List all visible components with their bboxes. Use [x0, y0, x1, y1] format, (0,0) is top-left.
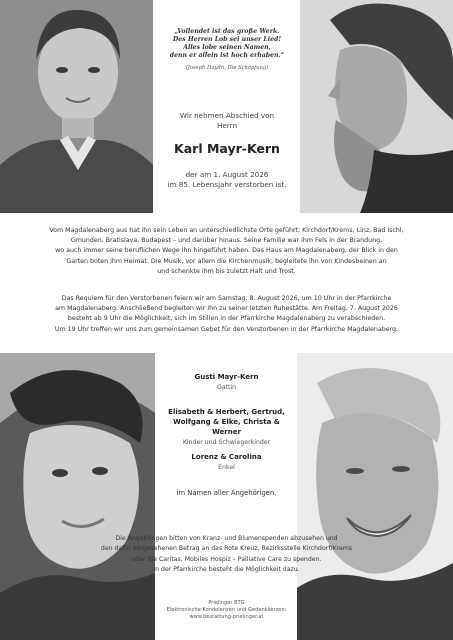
death-notice [155, 170, 299, 190]
family-names: Gusti Mayr-Kern [194, 373, 259, 381]
bio-line: wo auch immer seine beruflichen Wege ihn hingeführt haben. Das Haus am Magdalenaberg, der Blick in den [55, 247, 398, 255]
funeral-home-website: www.bestattung-prielinger.at [189, 614, 264, 620]
death-date-line: der am 1. August 2026 [185, 170, 269, 179]
family-relation: Kinder und Schwiegerkinder [182, 439, 271, 446]
requiem-line: besteht ab 9 Uhr die Möglichkeit, sich im Stillen in der Pfarrkirche Magdalenaberg zu verabschieden. [67, 315, 386, 323]
quote-line: Alles lobe seinen Namen, [183, 44, 271, 51]
funeral-home-footer [158, 600, 295, 621]
quote-line: „Vollendet ist das große Werk. [174, 28, 280, 35]
donation-line: den dafür vorgesehenen Betrag an das Rote Kreuz, Bezirksstelle Kirchdorf/Krems [100, 545, 353, 553]
farewell-intro [160, 111, 294, 131]
funeral-home-name: Prielinger BTG [208, 600, 245, 606]
requiem-line: am Magdalenaberg. Anschließend begleiten wir ihn zu seiner letzten Ruhestätte. Am Freitag, 7. August 2026 [55, 305, 398, 313]
portrait-photo-profile [300, 0, 453, 213]
family-names: Lorenz & Carolina [191, 453, 262, 461]
bio-line: Garten boten ihm Heimat. Die Musik, vor allem die Kirchenmusik, begleitete ihn von Kindesbeinen an [66, 257, 387, 265]
portrait-photo-young-man [0, 353, 155, 640]
portrait-photo-boy [0, 0, 153, 213]
donation-line: In der Pfarrkirche besteht die Möglichkeit dazu. [153, 566, 300, 574]
family-entry-spouse [158, 372, 295, 392]
portrait-photo-elderly-man-smiling [297, 353, 453, 640]
donation-line: Die Angehörigen bitten von Kranz- und Blumenspenden abzusehen und [115, 535, 338, 542]
family-names: Wolfgang & Elke, Christa & Werner [173, 418, 280, 436]
quote-line: denn er allein ist hoch erhaben.“ [169, 52, 285, 59]
condolence-note: Elektronische Kondolenzen und Gedenkkerzen: [166, 607, 287, 613]
biography-paragraph [10, 226, 443, 277]
bio-line: Gmunden, Bratislava, Budapest – und darüber hinaus. Seine Familie war ihm Fels in der Brandung, [70, 237, 383, 245]
requiem-paragraph [10, 294, 443, 335]
family-entry-grandchildren [158, 452, 295, 472]
deceased-name: Karl Mayr-Kern [174, 141, 280, 156]
requiem-line: Das Requiem für den Verstorbenen feiern wir am Samstag, 8. August 2026, um 10 Uhr in der Pfarrkirche [61, 295, 392, 302]
donation-line: oder die Caritas, Mobiles Hospiz – Palliative Care zu spenden. [131, 555, 322, 563]
family-entry-children [158, 407, 295, 447]
quote-block [160, 28, 294, 71]
requiem-line: Um 19 Uhr treffen wir uns zum gemeinsamen Gebet für den Verstorbenen in der Pfarrkirche Magdalenaberg. [54, 325, 399, 333]
on-behalf-of-relatives: im Namen aller Angehörigen. [176, 489, 277, 497]
farewell-line: Herrn [216, 121, 238, 130]
family-relation: Gattin [216, 384, 237, 391]
donation-request [60, 534, 393, 576]
death-age-line: im 85. Lebensjahr verstorben ist. [167, 180, 287, 189]
family-names: Elisabeth & Herbert, Gertrud, [168, 408, 285, 416]
quote-source: (Joseph Haydn, Die Schöpfung) [185, 65, 269, 71]
bio-line: Vom Magdalenaberg aus hat ihn sein Leben an unterschiedlichste Orte geführt: Kirchdorf/Krems, Linz, Bad Ischl, [49, 227, 404, 234]
family-relation: Enkel [218, 464, 235, 471]
quote-line: Des Herren Lob sei unser Lied! [172, 36, 282, 43]
bio-line: und schenkte ihm bis zuletzt Halt und Trost. [157, 267, 296, 275]
farewell-line: Wir nehmen Abschied von [179, 111, 275, 120]
